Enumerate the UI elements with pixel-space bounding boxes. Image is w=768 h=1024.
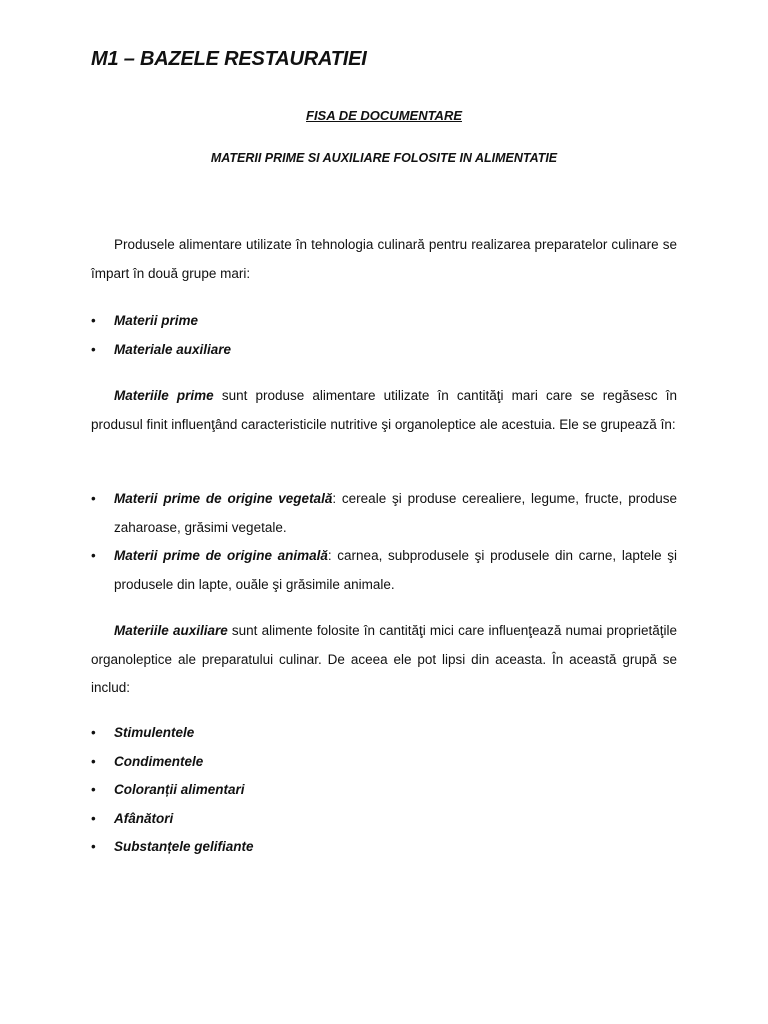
list-item-label: Afânători (114, 810, 174, 826)
list-item (91, 719, 677, 748)
list-item (91, 776, 677, 805)
list-item (91, 307, 677, 336)
bullet-icon: • (91, 839, 96, 854)
list-item-text: carnea, subprodusele şi produsele din carne, laptele şi produsele din lapte, ouăle şi grăsimile animale. (114, 548, 678, 592)
list-item (91, 542, 677, 599)
bullet-icon: • (91, 548, 96, 563)
document-type-heading: FISA DE DOCUMENTARE (306, 108, 462, 123)
list-item (91, 485, 677, 542)
bullet-icon: • (91, 725, 96, 740)
list-item-text: cereale şi produse cerealiere, legume, fructe, produse zaharoase, grăsimi vegetale. (114, 491, 677, 535)
product-groups-list (91, 307, 677, 364)
list-item (91, 833, 677, 862)
intro-paragraph (91, 231, 677, 288)
list-item-label: Coloranții alimentari (114, 782, 245, 797)
list-item (91, 336, 677, 365)
bullet-icon: • (91, 341, 96, 357)
auxiliary-materials-term: Materiile auxiliare (114, 623, 228, 638)
list-item-label: Materii prime (114, 313, 199, 328)
list-item-label: Substanțele gelifiante (114, 839, 254, 854)
list-item (91, 805, 677, 834)
raw-materials-paragraph (91, 382, 677, 439)
list-item-label: Materiale auxiliare (114, 341, 232, 357)
list-item-separator: : (332, 491, 342, 506)
list-item-term: Materii prime de origine animală (114, 548, 328, 563)
list-item (91, 748, 677, 777)
document-subject-heading: MATERII PRIME SI AUXILIARE FOLOSITE IN ALIMENTATIE (210, 151, 558, 165)
auxiliary-materials-paragraph (91, 617, 677, 703)
module-title: M1 – BAZELE RESTAURATIEI (91, 48, 367, 70)
raw-materials-text: sunt produse alimentare utilizate în cantităţi mari care se regăsesc în produsul finit influenţând caracteristicile nutritive şi organoleptice ale acestuia. Ele se grupează în: (91, 388, 677, 432)
bullet-icon: • (91, 753, 96, 769)
bullet-icon: • (91, 313, 96, 328)
list-item-term: Materii prime de origine vegetală (114, 491, 333, 506)
bullet-icon: • (91, 810, 96, 826)
raw-materials-term: Materiile prime (114, 388, 214, 403)
auxiliary-materials-text: sunt alimente folosite în cantităţi mici care influenţează numai proprietăţile organoleptice ale preparatului culinar. De aceea ele pot lipsi din aceasta. În această grupă se includ: (91, 623, 677, 695)
auxiliary-materials-list (91, 719, 677, 862)
raw-materials-list (91, 485, 677, 599)
bullet-icon: • (91, 491, 96, 506)
list-item-label: Condimentele (114, 753, 204, 769)
intro-text: Produsele alimentare utilizate în tehnologia culinară pentru realizarea preparatelor culinare se împart în două grupe mari: (91, 237, 677, 281)
list-item-separator: : (327, 548, 338, 563)
bullet-icon: • (91, 782, 96, 797)
list-item-label: Stimulentele (114, 725, 195, 740)
